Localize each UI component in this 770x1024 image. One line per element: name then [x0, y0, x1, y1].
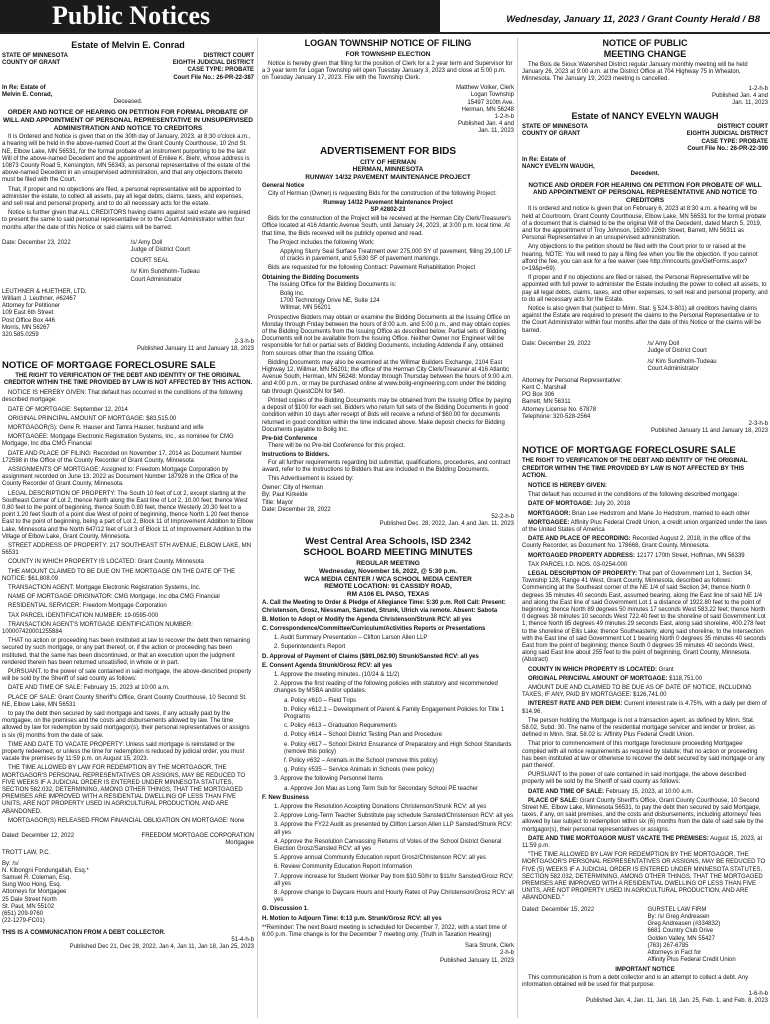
minutes-item: 2. Approve the first reading of the following policies with statutory and recommended changes by MSBA and/or updates. — [274, 681, 498, 695]
paragraph: Bidding Documents may also be examined at the Willmar Builders Exchange, 2104 East Highway 12, Willmar, MN 56201; the office of the Herman City Clerk/Treasurer at 416 Atlantic Avenue South, Herman, MN 56248; Monday through Thursday between the hours of 9:00 a.m. and 4:00 p.m., or may be purchased online at www.bolig-engineering.com under the bidding tab through QuestCDN for $40. — [262, 359, 513, 395]
minutes-item: 8. Approve change to Daycare Hours and Hourly Rates of Pay Christenson/Grosz RCV: all yes — [274, 890, 514, 904]
foreclosure-body — [522, 483, 768, 903]
attorney-block: By: /s/ N. Kibongni Fondungallah, Esq.* Samuel R. Coleman, Esq. Sung Woo Hong, Esq. Attorneys for Mortgagee 25 Dale Street North St. Paul, MN 55102 (651) 209-9760 (22-1279-FC01) — [2, 860, 89, 925]
minutes-item: F. New Business — [262, 794, 310, 801]
in-re: In Re: Estate of Melvin E. Conrad, — [2, 84, 53, 99]
seal-block — [2, 254, 254, 265]
project-name: Runway 14/32 Pavement Maintenance Project SP #2802-23 — [323, 199, 453, 214]
minutes-item: 5. Approve annual Community Education report Grosz/Christenson RCV: all yes — [274, 855, 486, 862]
debt-collector-notice: THIS IS A COMMUNICATION FROM A DEBT COLLECTOR. — [2, 929, 166, 936]
minutes-item: H. Motion to Adjourn Time: 6:13 p.m. Strunk/Grosz RCV: all yes — [262, 915, 442, 922]
publication-dates: Published Jan. 4, Jan. 11, Jan. 18, Jan. 25, Feb. 1, and Feb. 8, 2023 — [585, 998, 768, 1005]
paragraph: THAT no action or proceeding has been instituted at law to recover the debt then remaining secured by such mortgage, or any part thereof, or, if the action or proceeding has been instituted, that the same has been discontinued, or that an execution upon the judgment rendered therein has been returned unsatisfied, in whole or in part. — [2, 638, 250, 666]
run-code: 2-3-h-b — [748, 420, 768, 427]
paragraph: This Advertisement is issued by: — [268, 475, 354, 482]
notice-subtitle: CITY OF HERMAN HERMAN, MINNESOTA RUNWAY 14/32 PAVEMENT MAINTENANCE PROJECT — [305, 158, 471, 181]
attorney-block: Attorney for Personal Representative: Kent C. Marshall PO Box 306 Barrett, MN 56311 Attorney License No. 67878 Telephone: 320-528-2564 — [522, 377, 623, 420]
signature-block — [522, 341, 768, 355]
paragraph: Notice is also given that (subject to Minn. Stat. § 524.3-801) all creditors having claims against the Estate are required to present the claims to the Personal Representative or to the Court Administrator within four months after the date of this Notice or the claims will be barred. — [522, 306, 762, 334]
verification-notice: THE RIGHT TO VERIFICATION OF THE DEBT AND IDENTITY OF THE ORIGINAL CREDITOR WITHIN THE TIME PROVIDED BY LAW IS NOT AFFECTED BY THIS ACTION. — [3, 372, 253, 386]
paragraph: That, if proper and no objections are filed, a personal representative will be appointed to administer the estate, to collect all assets, pay all legal debts, claims, taxes, and expenses, and sell real and personal property, and to do all necessary acts for the estate. — [2, 186, 244, 208]
minutes-item: E. Consent Agenda Strunk/Grosz RCV: all yes — [262, 662, 393, 669]
run-code: 1-2-h-b — [494, 114, 514, 121]
notice-title: West Central Area Schools, ISD 2342 SCHOOL BOARD MEETING MINUTES — [303, 536, 473, 559]
clerk-signature: Matthew Volker, Clerk Logan Township 15497 310th Ave. Herman, MN 56248 — [455, 85, 514, 113]
column-2 — [262, 38, 514, 1018]
paragraph: Bids for the construction of the Project will be received at the Herman City Clerk/Treasurer's Office located at 416 Atlantic Avenue South, until January 24, 2023, at 3:00 p.m. local time. At that time, the Bids received will be publicly opened and read. — [262, 216, 512, 237]
minutes-item: 1. Audit Summary Presentation – Clifton Larson Allen LLP — [274, 635, 428, 642]
paragraph: ORIGINAL PRINCIPAL AMOUNT OF MORTGAGE: $83,515.00 — [8, 415, 177, 422]
law-firm: GURSTEL LAW FIRM By: /s/ Greg Andreasen Greg Andreasen (#334832) 6681 Country Club Drive Golden Valley, MN 55427 (763) 267-6785 Attorneys in Fact for Affinity Plus Federal Credit Union — [647, 906, 736, 964]
paragraph: LEGAL DESCRIPTION OF PROPERTY: The South 10 feet of Lot 2, except starting at the Southeast Corner of Lot 2, thence North along the East line of Lot 2, 10.00 feet; thence West 0.80 feet to the point of beginning, thence South 0.80 feet, thence Westerly 20.30 feet to a point 1.20 feet South of a point due West of point of beginning, thence North 1.20 feet thence East to the point of beginning, being a part of Lot 2, Block 11 of Improvement Addition to Elbow Lake, Minnesota and the North 647/12 feet of Lot 3 of Block 11 of Improvement Addition to the Village of Elbow Lake, Grant County, Minnesota. — [2, 490, 254, 540]
run-code: 2-3-h-b — [234, 339, 254, 346]
paragraph: NAME OF MORTGAGE ORIGINATOR: CMG Mortgage, Inc dba CMG Financial — [8, 594, 220, 601]
paragraph: PURSUANT to the power of sale contained in said mortgage, the above described property will be sold by the Sheriff of said county as follows: — [522, 772, 747, 786]
column-divider — [517, 38, 518, 1018]
signature-block — [2, 240, 254, 254]
column-1 — [2, 38, 254, 1018]
paragraph: It is ordered and notice is given that on February 6, 2023 at 8:30 a.m. a hearing will be held at Courtroom, Grant County Courthouse, Elbow Lake, MN 56531 for the formal probate of a document that is claimed to be the original Will of the Decedent, dated March 5, 2019, and for the appointment of Troy Johnson, 16300 226th Street, Barrett, MN 56311 as Personal Representative in an unsupervised administration. — [522, 206, 767, 242]
dated: Dated: December 15, 2022 — [522, 906, 595, 913]
minutes-item: f. Policy #632 – Animals in the School (remove this policy) — [284, 757, 438, 764]
paragraph: NOTICE IS HEREBY GIVEN: That default has occurred in the conditions of the following described mortgage: — [2, 390, 243, 404]
column-3 — [522, 38, 768, 1018]
paragraph: There will be no Pre-bid Conference for this project. — [268, 443, 406, 450]
minutes-item: d. Policy #614 – School District Testing Plan and Procedure — [284, 732, 442, 739]
paragraph: Prospective Bidders may obtain or examine the Bidding Documents at the Issuing Office on Monday through Friday between the hours of 8:00 a.m. and 5:00 p.m., and may obtain copies of the Bidding Documents from the Issuing Office as described below. Partial sets of Bidding Documents will not be available from the Issuing Office. Neither Owner nor Engineer will be responsible for full or partial sets of Bidding Documents, including Addenda if any, obtained from sources other than the Issuing Office. — [262, 314, 511, 357]
paragraph: DATE AND PLACE OF RECORDING: Recorded August 2, 2018, in the office of the County Recorder, as Document No. 178668, Grant County, Minnesota. — [522, 536, 751, 550]
paragraph: The Project includes the following Work: — [268, 239, 375, 246]
paragraph: City of Herman (Owner) is requesting Bids for the construction of the following Project: — [268, 190, 497, 197]
paragraph: The Bois de Sioux Watershed District regular January monthly meeting will be held January 26, 2023 at 9:00 a.m. at the District Office at 704 Highway 75 in Wheaton, Minnesota. The January 19, 2023 meeting is cancelled. — [522, 62, 748, 83]
minutes-item: g. Policy #535 – Service Animals in Schools (new policy) — [284, 767, 435, 774]
section-title-band — [0, 0, 440, 32]
court-admin: /s/ Kim Sundholm-Tudeau Court Administrator — [647, 359, 717, 373]
minutes-item: 1. Approve the Resolution Accepting Donations Christenson/Strunk RCV: all yes — [274, 803, 487, 810]
order-title: ORDER AND NOTICE OF HEARING ON PETITION FOR FORMAL PROBATE OF WILL AND APPOINTMENT OF PERSONAL REPRESENTATIVE IN UNSUPERVISED ADMINISTRATION AND NOTICE TO CREDITORS — [3, 109, 253, 132]
paragraph: LEGAL DESCRIPTION OF PROPERTY: That part of Government Lot 1, Section 34, Township 128, Range 41 West, Grant County, Minnesota, described as follows: Commencing at the Southeast corner of the NE 1/4 of said Section 34; thence North 0 degrees 35 minutes 40 seconds East, assumed bearing, along the East line of said NE 1/4 and along the East line of said Government Lot 1 a distance of 1922.80 feet to the point of beginning; thence North 89 degrees 50 minutes 17 seconds West 583.22 feet; thence North 0 degrees 38 minutes 10 seconds West 722.40 feet to the shoreline of said Government Lot 1; thence North 85 degrees 49 minutes 29 seconds East, along said shoreline, 400.278 feet to the shoreline of Ellis Lake; thence Southeasterly, along said shoreline, to the intersection with the East line of said Government Lot 1 bearing North 0 degrees 35 minutes 40 seconds East from the point of beginning; thence South 0 degrees 35 minutes 40 seconds West, along said East line about 255 feet to the point of beginning, Grant County, Minnesota. (Abstract) — [522, 570, 767, 664]
dated: Dated: December 12, 2022 — [2, 833, 75, 840]
minutes-item: 7. Approve increase for Student Worker Pay from $10.50/hr to $11/hr Sansted/Grosz RCV: all yes — [274, 873, 514, 887]
paragraph: MORTGAGOR(S): Gene R. Hauser and Tamra Hauser, husband and wife — [8, 424, 204, 431]
paragraph: "THE TIME ALLOWED BY LAW FOR REDEMPTION BY THE MORTGAGOR, THE MORTGAGOR'S PERSONAL REPRESENTATIVES OR ASSIGNS, MAY BE REDUCED TO FIVE (5) WEEKS IF A JUDICIAL ORDER IS ENTERED UNDER MINNESOTA STATUTES, SECTION 582.032, DETERMINING, AMONG OTHER THINGS, THAT THE MORTGAGED PREMISES ARE IMPROVED WITH A RESIDENTIAL DWELLING OF LESS THAN FIVE UNITS, ARE NOT PROPERTY USED IN AGRICULTURAL PRODUCTION, AND ARE ABANDONED." — [522, 852, 766, 902]
paragraph: DATE OF MORTGAGE: July 20, 2018 — [528, 501, 631, 508]
paragraph: MORTGAGEE: Affinity Plus Federal Credit Union, a credit union organized under the laws of the United States of America — [522, 519, 768, 533]
paragraph: Notice is further given that ALL CREDITORS having claims against said estate are required to present the same to said personal representative or to the Court Administrator within four months after the date of this Notice or said claims will be barred. — [2, 210, 251, 231]
owner-signature: Owner: City of Herman By: Paul Kirkeide Title: Mayor Date: December 28, 2022 — [262, 485, 331, 513]
paragraph: THE TIME ALLOWED BY LAW FOR REDEMPTION BY THE MORTGAGOR, THE MORTGAGOR'S PERSONAL REPRESENTATIVES OR ASSIGNS, MAY BE REDUCED TO FIVE WEEKS IF A JUDICIAL ORDER IS ENTERED UNDER MINNESOTA STATUTES, SECTION 582.032, DETERMINING, AMONG OTHER THINGS, THAT THE MORTGAGED PREMISES ARE IMPROVED WITH A RESIDENTIAL DWELLING OF LESS THAN FIVE UNITS, ARE NOT PROPERTY USED IN AGRICULTURAL PRODUCTION, AND ARE ABANDONED. — [2, 765, 246, 815]
paragraph: MORTGAGOR(S) RELEASED FROM FINANCIAL OBLIGATION ON MORTGAGE: None — [8, 817, 245, 824]
paragraph: DATE AND PLACE OF FILING: Recorded on November 17, 2014 as Document Number 172598 in the Office of the County Recorder of Grant County, Minnesota — [2, 450, 242, 464]
paragraph: TAX PARCEL IDENTIFICATION NUMBER: 19-0595-000 — [8, 612, 159, 619]
minutes-body — [262, 600, 514, 939]
caption-right: DISTRICT COURT EIGHTH JUDICIAL DISTRICT CASE TYPE: PROBATE Court File No.: 26-PR-22-390 — [686, 124, 768, 152]
paragraph: MORTGAGED PROPERTY ADDRESS: 12177 170th Street, Hoffman, MN 56339 — [528, 552, 745, 559]
dated: Date: December 23, 2022 — [2, 239, 71, 246]
attorney-block: LEUTHNER & HUETHER, LTD. William J. Leuthner, #62467 Attorney for Petitioner 109 East 6th Street Post Office Box 446 Morris, MN 56267 320.585.0259 — [2, 288, 87, 339]
publication-dates: Published January 11 and January 18, 2023 — [651, 428, 768, 435]
paragraph: PLACE OF SALE: Grant County Sheriff's Office, Grant County Courthouse, 10 Second Street NE, Elbow Lake, Minnesota 56531, to pay the debt then secured by said Mortgage, taxes, if any, on said premises, and the costs and disbursements, including attorneys' fees allowed by law subject to redemption within six (6) months from the date of said sale by the mortgagor(s), their personal representatives or assigns. — [522, 797, 764, 833]
minutes-item: 3. Approve the FY22 Audit as presented by Clifton Larson Allen LLP Sansted/Strunk RCV: all yes — [274, 822, 513, 836]
judge-signature: /s/ Amy Doll Judge of District Court — [130, 239, 190, 254]
caption-left: STATE OF MINNESOTA COUNTY OF GRANT — [522, 124, 588, 138]
paragraph: THE AMOUNT CLAIMED TO BE DUE ON THE MORTGAGE ON THE DATE OF THE NOTICE: $61,808.09 — [2, 568, 236, 582]
paragraph: RESIDENTIAL SERVICER: Freedom Mortgage Corporation — [8, 603, 167, 610]
paragraph: TAX PARCEL I.D. NOS. 03-0254-000 — [528, 561, 628, 568]
minutes-item: C. Correspondence/Committee/Curriculum/Activities Reports or Presentations — [262, 625, 486, 632]
work-description: Applying Slurry Seal Surface Treatment over 275,000 SY of pavement, filling 29,100 LF of cracks in pavement, and 5,630 SF of pavement markings. — [280, 249, 512, 263]
paragraph: Notice is hereby given that filing for the position of Clerk for a 2 year term and Supervisor for a 3 year term for Logan Township will open Tuesday January 3, 2023 and close at 5:00 p.m. on Tuesday January 17, 2023. File with the Township Clerk. — [262, 60, 513, 81]
section-heading: IMPORTANT NOTICE — [615, 967, 675, 974]
minutes-item: 3. Approve the following Personnel Items — [274, 776, 383, 783]
notice-title: NOTICE OF MORTGAGE FORECLOSURE SALE — [2, 359, 216, 371]
caption-left: STATE OF MINNESOTA COUNTY OF GRANT — [2, 53, 68, 67]
paragraph: DATE OF MORTGAGE: September 12, 2014 — [8, 406, 128, 413]
decedent-label: Decedent. — [630, 171, 660, 178]
publication-dates: Published January 11, 2023 — [440, 957, 514, 964]
notice-title: ADVERTISEMENT FOR BIDS — [319, 145, 457, 157]
clerk-signature: Sara Strunk, Clerk — [464, 943, 514, 950]
paragraph: COUNTY IN WHICH PROPERTY IS LOCATED: Grant County, Minnesota — [8, 559, 204, 566]
paragraph: The Issuing Office for the Bidding Documents is: — [268, 281, 397, 288]
section-heading: Pre-bid Conference — [262, 435, 318, 442]
run-code: 1-2-h-b — [748, 85, 768, 92]
foreclosure-body — [2, 390, 254, 825]
paragraph: MORTGAGEE: Mortgage Electronic Registration Systems, Inc., as nominee for CMG Mortgage, Inc dba CMG Financial — [2, 434, 234, 448]
run-code: 1-6-h-b — [748, 990, 768, 997]
paragraph: TIME AND DATE TO VACATE PROPERTY: Unless said mortgage is reinstated or the property redeemed, or unless the time for redemption is reduced by judicial order, you must vacate the premises by 11:59 p.m. on August 15, 2023. — [2, 741, 245, 763]
paragraph: That default has occurred in the conditions of the following described mortgage: — [528, 492, 740, 499]
admin-block — [2, 265, 254, 283]
minutes-item: b. Policy #612.1 – Development of Parent & Family Engagement Policies for Title 1 Programs — [284, 706, 505, 720]
publication-dates: Published Jan. 4 and Jan. 11, 2023 — [711, 92, 768, 107]
paragraph: DATE AND TIME OF SALE: February 15, 2023, at 10:00 a.m. — [528, 788, 694, 795]
minutes-item: 6. Review Community Education Report Information — [274, 864, 413, 871]
minutes-item: G. Discussion 1. — [262, 906, 309, 913]
paragraph: The person holding the Mortgage is not a transaction agent, as defined by Minn. Stat. 58.02, Subd. 30. The name of the residential mortgage servicer and lender or broker, as defined in Minn. Stat. 58.02 is: Affinity Plus Federal Credit Union. — [522, 717, 756, 739]
paragraph: to pay the debt then secured by said mortgage and taxes, if any actually paid by the mortgagee, on the premises and the costs and disbursements allowed by law. The time allowed by law for redemption by said mortgagor(s), their personal representatives or assigns is six (6) months from the date of sale. — [2, 711, 250, 739]
in-re: In Re: Estate of NANCY EVELYN WAUGH, — [522, 157, 595, 171]
minutes-item: 2. Approve Long-Term Teacher Substitute pay schedule Sansted/Christenson RCV: all yes — [274, 813, 514, 820]
run-code: 51-4-h-b — [231, 936, 254, 943]
publication-dates: Published January 11 and January 18, 2023 — [137, 346, 254, 353]
run-code: 52-2-h-b — [491, 513, 514, 520]
header-rule — [0, 32, 770, 34]
minutes-item: 4. Approve the Resolution Canvassing Returns of Votes of the School District General Election Grosz/Sansted RCV: all yes — [274, 838, 502, 852]
paragraph: ORIGINAL PRINCIPAL AMOUNT OF MORTGAGE: $118,751.00 — [528, 675, 703, 682]
court-seal: COURT SEAL — [130, 258, 169, 265]
section-heading: General Notice — [262, 183, 305, 190]
notice-title: NOTICE OF MORTGAGE FORECLOSURE SALE — [522, 445, 736, 457]
paragraph: DATE AND TIME MORTGAGOR MUST VACATE THE PREMISES: August 15, 2023, at 11:59 p.m. — [522, 835, 763, 850]
paragraph: This communication is from a debt collector and is an attempt to collect a debt. Any information obtained will be used for that purpose. — [522, 974, 749, 988]
run-code: 2-h-b — [499, 950, 514, 957]
notice-subtitle: FOR TOWNSHIP ELECTION — [345, 51, 431, 58]
notice-title: Estate of Melvin E. Conrad — [71, 40, 185, 50]
paragraph: PLACE OF SALE: Grant County Sheriff's Office, Grant County Courthouse, 10 Second St. NE, Elbow Lake, MN 56531 — [2, 694, 247, 708]
minutes-item: D. Approval of Payment of Claims ($891,062.90) Strunk/Sansted RCV: all yes — [262, 653, 479, 660]
column-divider — [257, 38, 258, 1018]
issuing-office: Bolig Inc. 1700 Technology Drive NE, Suite 124 Willmar, MN 56201 — [280, 291, 380, 312]
case-caption — [2, 53, 254, 82]
section-heading: Instructions to Bidders. — [262, 452, 330, 459]
court-admin: /s/ Kim Sundholm-Tudeau Court Administrator — [130, 269, 200, 283]
minutes-item: **Reminder: The next Board meeting is scheduled for December 7, 2022, with a start time of 6:00 p.m. Time change is for the December 7 meeting only. (Truth in Taxation Hearing) — [262, 924, 507, 939]
paragraph: MORTGAGOR: Brian Lee Hedstrom and Marie Jo Hedstrom, married to each other — [528, 510, 750, 517]
section-heading: Obtaining the Bidding Documents — [262, 274, 359, 281]
minutes-item: A. Call the Meeting to Order & Pledge of Allegiance Time: 5:30 p.m. Roll Call: Present: Christenson, Grosz, Niessman, Sansted, Strunk, Ulrich via remote. Absent: Sabota — [262, 600, 506, 614]
law-firm: TROTT LAW, P.C. — [2, 850, 51, 857]
paragraph: PURSUANT, to the power of sale contained in said mortgage, the above-described property will be sold by the Sheriff of said county as follows: — [2, 669, 252, 683]
minutes-item: 2. Superintendent's Report — [274, 644, 346, 651]
notice-title: LOGAN TOWNSHIP NOTICE OF FILING — [304, 38, 472, 48]
paragraph: TRANSACTION AGENT: Mortgage Electronic Registration Systems, Inc. — [8, 584, 201, 591]
minutes-item: a. Policy #610 – Field Trips — [284, 697, 357, 704]
order-title: NOTICE AND ORDER FOR HEARING ON PETITION FOR PROBATE OF WILL AND APPOINTMENT OF PERSONAL REPRESENTATIVE AND NOTICE TO CREDITORS — [528, 181, 762, 204]
paragraph: INTEREST RATE AND PER DIEM: Current interest rate is 4.75%, with a daily per diem of $14.96. — [522, 701, 767, 715]
admin-block — [522, 359, 768, 373]
paragraph: For all further requirements regarding bid submittal, qualifications, procedures, and contract award, refer to the Instructions to Bidders that are included in the Bidding Documents. — [262, 459, 511, 473]
mortgagee-name: FREEDOM MORTGAGE CORPORATION Mortgagee — [141, 833, 254, 847]
paragraph: COUNTY IN WHICH PROPERTY IS LOCATED: Grant — [528, 666, 674, 673]
publication-dates: Published Jan. 4 and Jan. 11, 2023 — [457, 121, 514, 135]
notice-title: NOTICE OF PUBLIC MEETING CHANGE — [602, 38, 688, 59]
judge-signature: /s/ Amy Doll Judge of District Court — [647, 340, 707, 355]
minutes-item: B. Motion to Adopt or Modify the Agenda Christenson/Strunk RCV: all yes — [262, 616, 472, 623]
notice-subtitle: REGULAR MEETING Wednesday, November 16, 2022, @ 5:30 p.m. WCA MEDIA CENTER / WCA SCHOOL MEDIA CENTER REMOTE LOCATION: 91 CASSIDY ROAD, RM A106 EL PASO, TEXAS — [304, 560, 472, 598]
minutes-item: a. Approve Jon Mau as Long Term Sub for Secondary School PE teacher — [284, 785, 479, 792]
dateline: Wednesday, January 11, 2023 / Grant County Herald / B8 — [506, 14, 760, 25]
caption-right: DISTRICT COURT EIGHTH JUDICIAL DISTRICT CASE TYPE: PROBATE Court File No.: 26-PR-22-387 — [172, 53, 254, 81]
dated: Date: December 29, 2022 — [522, 340, 591, 347]
paragraph: That prior to commencement of this mortgage foreclosure proceeding Mortgagee complied with all notice requirements as required by statute; that no action or proceeding has been instituted at law or otherwise to recover the debt secured by said mortgage or any part thereof. — [522, 741, 765, 770]
publication-dates: Published Dec. 28, 2022, Jan. 4 and Jan. 11, 2023 — [379, 521, 514, 528]
paragraph: ASSIGNMENTS OF MORTGAGE: Assigned to: Freedom Mortgage Corporation by assignment recorded on June 13, 2022 as Document Number 187926 in the Office of the County Recorder of Grant County, Minnesota. — [2, 466, 239, 488]
paragraph: AMOUNT DUE AND CLAIMED TO BE DUE AS OF DATE OF NOTICE, INCLUDING TAXES, IF ANY, PAID BY MORTGAGEE: $126,741.00 — [522, 685, 752, 699]
notice-title: Estate of NANCY EVELYN WAUGH — [571, 111, 719, 122]
minutes-item: 1. Approve the meeting minutes. (10/24 & 11/2) — [274, 671, 400, 678]
paragraph: DATE AND TIME OF SALE: February 15, 2023 at 10:00 a.m. — [8, 685, 170, 692]
case-caption — [522, 124, 768, 153]
publication-dates: Published Dec 21, Dec 28, 2022, Jan 4, Jan 11, Jan 18, Jan 25, 2023 — [69, 943, 254, 950]
paragraph: Printed copies of the Bidding Documents may be obtained from the Issuing Office by paying a deposit of $100 for each set. Bidders who return full sets of the Bidding Documents in good condition within 10 days after receipt of Bids will receive a refund of $60.00 for documents returned in good condition within the time indicated above. Make deposit checks for Bidding Documents payable to Bolig Inc. — [262, 397, 512, 433]
paragraph: TRANSACTION AGENT'S MORTGAGE IDENTIFICATION NUMBER: 100007420001255884 — [2, 621, 193, 635]
paragraph: If proper and if no objections are filed or raised, the Personal Representative will be appointed with full power to administer the Estate including the power to collect all assets, to pay all legal debts, claims, taxes, and other expenses, to sell real and personal property, and to do all necessary acts for the Estate. — [522, 275, 768, 303]
paragraph: Bids are requested for the following Contract: Pavement Rehabilitation Project — [268, 265, 476, 272]
deceased-label: Deceased. — [113, 99, 143, 106]
minutes-item: e. Policy #617 – School District Ensurance of Preparatory and High School Standards (remove this policy) — [284, 741, 512, 755]
paragraph: Any objections to the petition should be filed with the Court prior to or raised at the hearing. NOTE: You will need to pay a filing fee when you file the objection. If you cannot afford the fee, you can ask for a fee waiver (see http://mncourts.gov/GetForms.aspx?c=19&p=69). — [522, 244, 758, 273]
fc-sign — [2, 833, 254, 847]
paragraph: NOTICE IS HEREBY GIVEN: — [528, 482, 607, 489]
paragraph: STREET ADDRESS OF PROPERTY: 217 SOUTHEAST 5TH AVENUE, ELBOW LAKE, MN 56531 — [2, 542, 251, 557]
section-title: Public Notices — [52, 1, 211, 30]
paragraph: It is Ordered and Notice is given that on the 30th day of January, 2023, at 8:30 o'clock a.m., a hearing will be held in the above-named Court at the Grant County Courthouse, 10 2nd St. NE, Elbow Lake, MN 56531, for the formal probate of an instrument purporting to be the last Will of the above-named Decedent and the appointment of Emilee K. Biehr, whose address is 10873 County Road 5, Kensington, MN 56343, as personal representative of the estate of the above-named Decedent in an unsupervised administration, and that any objections thereto must be filed with the Court. — [2, 134, 251, 184]
minutes-item: c. Policy #613 – Graduation Requirements — [284, 723, 397, 730]
fc-sign — [522, 907, 768, 965]
verification-notice: THE RIGHT TO VERIFICATION OF THE DEBT AND IDENTITY OF THE ORIGINAL CREDITOR WITHIN THE TIME PROVIDED BY LAW IS NOT AFFECTED BY THIS ACTION. — [522, 458, 748, 479]
